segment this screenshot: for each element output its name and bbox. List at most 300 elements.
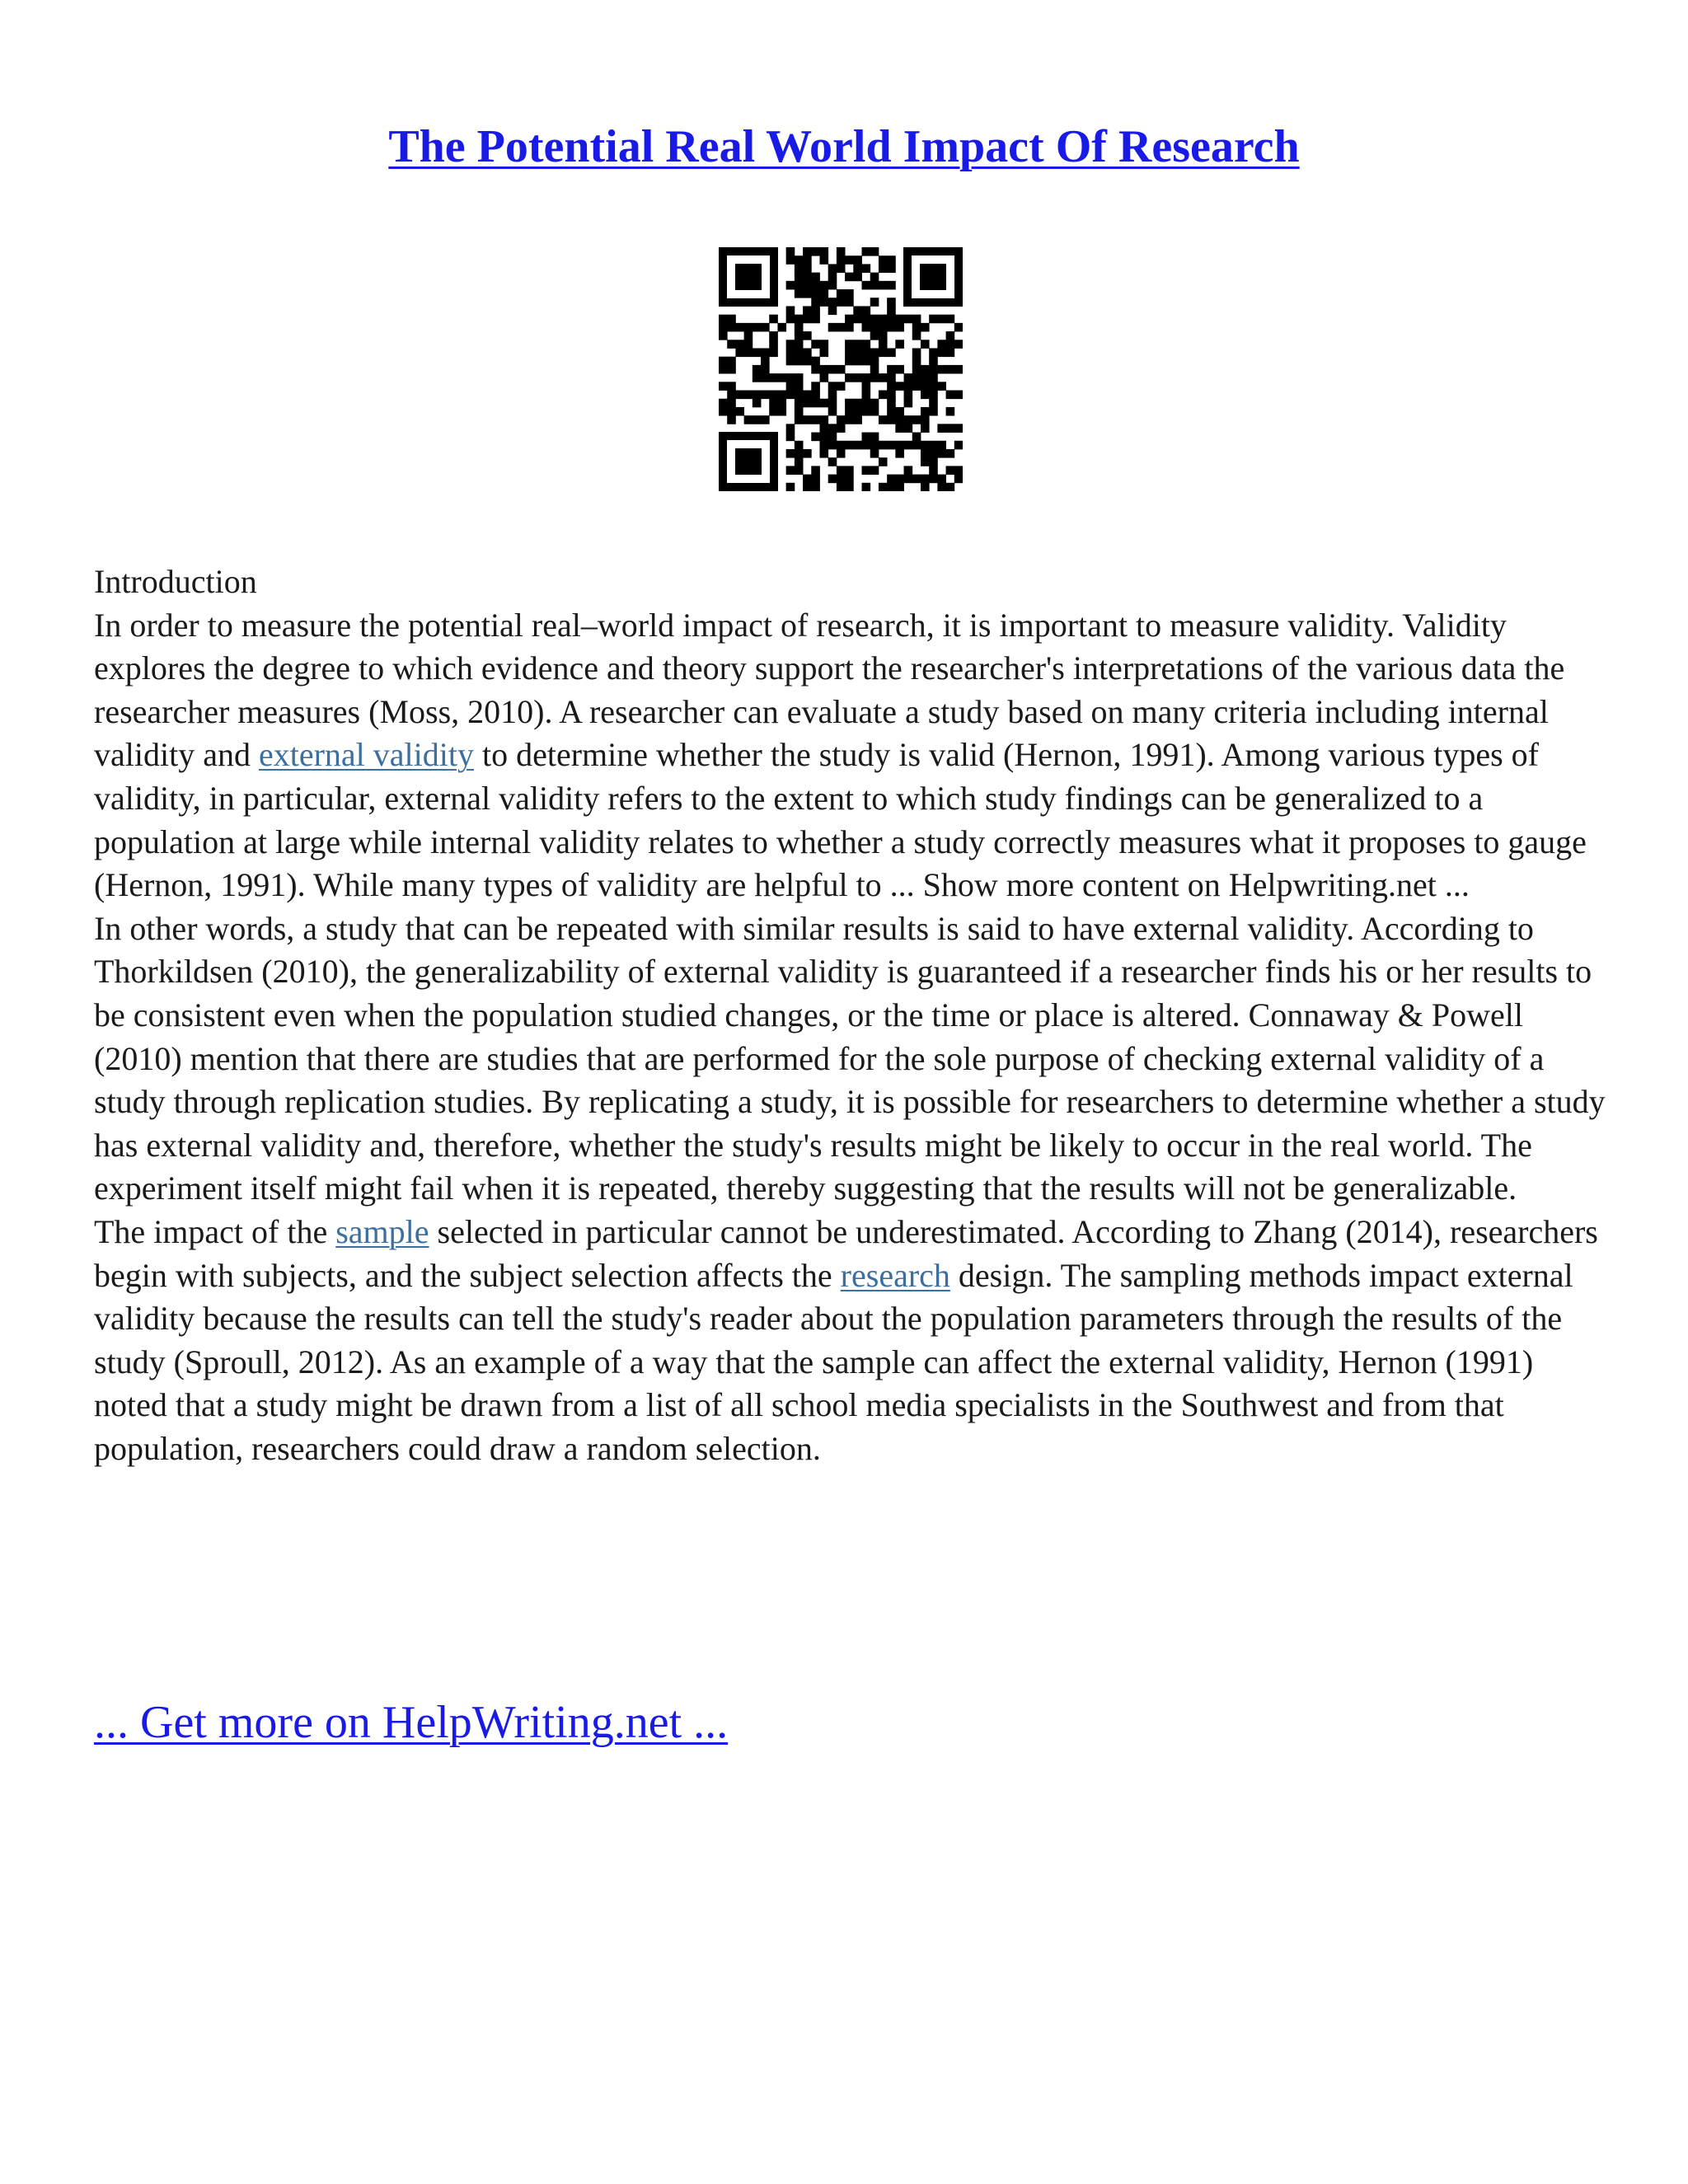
qr-module bbox=[811, 298, 820, 307]
qr-module bbox=[828, 424, 837, 433]
qr-module bbox=[837, 424, 846, 433]
qr-module bbox=[921, 373, 930, 382]
qr-module bbox=[870, 441, 879, 450]
qr-module bbox=[946, 483, 955, 491]
qr-module bbox=[870, 433, 879, 442]
qr-module bbox=[744, 391, 753, 400]
qr-module bbox=[853, 340, 862, 349]
qr-module bbox=[853, 264, 862, 273]
qr-module bbox=[819, 365, 828, 374]
qr-module bbox=[879, 323, 888, 332]
qr-module bbox=[753, 348, 762, 357]
qr-module bbox=[795, 441, 804, 450]
qr-module bbox=[753, 373, 762, 382]
qr-module bbox=[937, 449, 946, 458]
qr-module bbox=[937, 365, 946, 374]
qr-module bbox=[895, 483, 904, 491]
qr-module bbox=[879, 264, 888, 273]
qr-module bbox=[937, 348, 946, 357]
qr-module bbox=[727, 365, 736, 374]
qr-module bbox=[803, 264, 812, 273]
qr-module bbox=[853, 441, 862, 450]
qr-module bbox=[853, 348, 862, 357]
qr-module bbox=[727, 323, 736, 332]
qr-module bbox=[795, 449, 804, 458]
qr-module bbox=[777, 323, 786, 332]
qr-module bbox=[727, 407, 736, 416]
paragraph-text: In other words, a study that can be repeated with similar results is said to have external validity. According to Thorkildsen (2010), the generalizability of external validity is guaranteed if a researcher finds his or her results to be consistent even when the population studied changes, or the time or place is altered. Connaway & Powell (2010) mention that there are studies that are performed for the sole purpose of checking external validity of a study through replication studies. By replicating a study, it is possible for researchers to determine whether a study has external validity and, therefore, whether the study's results might be likely to occur in the real world. The experiment itself might fail when it is repeated, thereby suggesting that the results will not be generalizable. bbox=[94, 909, 1606, 1207]
qr-module bbox=[795, 373, 804, 382]
qr-module bbox=[929, 373, 938, 382]
qr-module bbox=[795, 457, 804, 466]
qr-module bbox=[819, 424, 828, 433]
qr-module bbox=[777, 407, 786, 416]
qr-module bbox=[946, 365, 955, 374]
qr-module bbox=[904, 424, 913, 433]
qr-module bbox=[786, 449, 795, 458]
qr-module bbox=[837, 466, 846, 475]
qr-module bbox=[819, 449, 828, 458]
qr-module bbox=[828, 457, 837, 466]
qr-module bbox=[870, 365, 879, 374]
qr-module bbox=[727, 357, 736, 366]
qr-module bbox=[811, 247, 820, 256]
qr-module bbox=[786, 348, 795, 357]
qr-module bbox=[761, 323, 770, 332]
qr-module bbox=[870, 323, 879, 332]
qr-module bbox=[819, 289, 828, 298]
qr-module bbox=[929, 315, 938, 324]
qr-module bbox=[744, 323, 753, 332]
qr-module bbox=[819, 340, 828, 349]
qr-module bbox=[803, 399, 812, 408]
paragraph-3 bbox=[94, 1211, 1611, 1471]
qr-module bbox=[811, 433, 820, 442]
qr-module bbox=[921, 365, 930, 374]
qr-module bbox=[929, 348, 938, 357]
qr-module bbox=[727, 315, 736, 324]
qr-module bbox=[937, 340, 946, 349]
qr-module bbox=[837, 264, 846, 273]
qr-module bbox=[795, 399, 804, 408]
qr-module bbox=[811, 365, 820, 374]
qr-module bbox=[803, 483, 812, 491]
qr-module bbox=[777, 391, 786, 400]
qr-module bbox=[819, 399, 828, 408]
qr-code-icon bbox=[719, 247, 963, 491]
qr-module bbox=[904, 466, 913, 475]
qr-module bbox=[727, 382, 736, 391]
qr-module bbox=[862, 391, 871, 400]
title-link[interactable]: The Potential Real World Impact Of Research bbox=[388, 121, 1300, 172]
qr-module bbox=[929, 466, 938, 475]
qr-module bbox=[845, 483, 854, 491]
qr-module bbox=[946, 424, 955, 433]
qr-module bbox=[904, 315, 913, 324]
qr-module bbox=[929, 407, 938, 416]
qr-module bbox=[870, 348, 879, 357]
qr-module bbox=[811, 466, 820, 475]
qr-module bbox=[753, 399, 762, 408]
qr-module bbox=[786, 247, 795, 256]
qr-module bbox=[786, 391, 795, 400]
qr-module bbox=[828, 441, 837, 450]
qr-module bbox=[879, 348, 888, 357]
qr-module bbox=[921, 340, 930, 349]
qr-module bbox=[811, 399, 820, 408]
qr-module bbox=[803, 415, 812, 424]
qr-module bbox=[795, 281, 804, 290]
qr-module bbox=[828, 298, 837, 307]
qr-module bbox=[887, 298, 896, 307]
qr-module bbox=[845, 466, 854, 475]
qr-module bbox=[912, 475, 921, 484]
qr-module bbox=[879, 483, 888, 491]
qr-module bbox=[921, 407, 930, 416]
qr-module bbox=[904, 441, 913, 450]
qr-module bbox=[904, 475, 913, 484]
qr-module bbox=[946, 340, 955, 349]
qr-module bbox=[921, 457, 930, 466]
qr-module bbox=[811, 391, 820, 400]
qr-module bbox=[870, 315, 879, 324]
qr-module bbox=[862, 315, 871, 324]
qr-module bbox=[929, 365, 938, 374]
qr-module bbox=[862, 373, 871, 382]
qr-module bbox=[937, 424, 946, 433]
qr-module bbox=[912, 415, 921, 424]
qr-module bbox=[744, 331, 753, 340]
qr-module bbox=[803, 315, 812, 324]
qr-module bbox=[870, 281, 879, 290]
qr-module bbox=[719, 315, 728, 324]
qr-module bbox=[811, 273, 820, 282]
qr-module bbox=[887, 415, 896, 424]
qr-module bbox=[929, 391, 938, 400]
qr-module bbox=[753, 323, 762, 332]
article-body bbox=[94, 560, 1611, 1470]
get-more-link[interactable]: ... Get more on HelpWriting.net ... bbox=[94, 1697, 729, 1748]
qr-module bbox=[921, 424, 930, 433]
qr-module bbox=[761, 357, 770, 366]
qr-module bbox=[887, 255, 896, 265]
paragraph-text: In order to measure the potential real–world impact of research, it is important to measure validity. Validity explores the degree to which evidence and theory support the researcher's interpretations of the various data the researcher measures (Moss, 2010). A researcher can evaluate a study based on many criteria including internal validity and bbox=[94, 606, 1565, 774]
qr-module bbox=[837, 247, 846, 256]
qr-module bbox=[895, 475, 904, 484]
qr-module bbox=[803, 475, 812, 484]
qr-module bbox=[853, 273, 862, 282]
qr-module bbox=[887, 382, 896, 391]
qr-module bbox=[803, 289, 812, 298]
qr-module bbox=[887, 475, 896, 484]
qr-module bbox=[845, 357, 854, 366]
qr-module bbox=[735, 391, 744, 400]
qr-module bbox=[786, 340, 795, 349]
qr-module bbox=[921, 475, 930, 484]
qr-module bbox=[879, 441, 888, 450]
qr-module bbox=[811, 306, 820, 315]
qr-module bbox=[811, 289, 820, 298]
qr-module bbox=[845, 399, 854, 408]
qr-module bbox=[862, 466, 871, 475]
qr-module bbox=[786, 255, 795, 265]
qr-module bbox=[845, 348, 854, 357]
qr-module bbox=[803, 449, 812, 458]
qr-module bbox=[853, 415, 862, 424]
qr-module bbox=[946, 348, 955, 357]
qr-module bbox=[895, 415, 904, 424]
qr-module bbox=[937, 382, 946, 391]
qr-module bbox=[921, 449, 930, 458]
qr-module bbox=[719, 399, 728, 408]
qr-module bbox=[921, 323, 930, 332]
qr-module bbox=[870, 331, 879, 340]
qr-module bbox=[887, 264, 896, 273]
qr-module bbox=[954, 323, 963, 332]
qr-module bbox=[828, 281, 837, 290]
qr-module bbox=[895, 449, 904, 458]
qr-module bbox=[761, 415, 770, 424]
qr-module bbox=[819, 255, 828, 265]
qr-module bbox=[845, 315, 854, 324]
qr-module bbox=[954, 340, 963, 349]
qr-module bbox=[929, 357, 938, 366]
qr-module bbox=[803, 247, 812, 256]
qr-module bbox=[887, 391, 896, 400]
qr-module bbox=[937, 441, 946, 450]
qr-module bbox=[921, 441, 930, 450]
qr-module bbox=[795, 289, 804, 298]
paragraph-2 bbox=[94, 907, 1611, 1211]
external-validity-link[interactable]: external validity bbox=[258, 736, 474, 774]
qr-module bbox=[904, 415, 913, 424]
qr-module bbox=[786, 315, 795, 324]
qr-module bbox=[929, 399, 938, 408]
qr-module bbox=[887, 315, 896, 324]
intro-heading: Introduction bbox=[94, 563, 257, 600]
qr-module bbox=[819, 348, 828, 357]
qr-module bbox=[912, 331, 921, 340]
qr-module bbox=[887, 323, 896, 332]
qr-module bbox=[853, 315, 862, 324]
qr-module bbox=[795, 407, 804, 416]
qr-module bbox=[870, 466, 879, 475]
qr-module bbox=[777, 399, 786, 408]
qr-module bbox=[862, 247, 871, 256]
qr-module bbox=[795, 466, 804, 475]
qr-module bbox=[819, 247, 828, 256]
qr-module bbox=[887, 306, 896, 315]
qr-module bbox=[845, 273, 854, 282]
qr-module bbox=[786, 357, 795, 366]
qr-module bbox=[719, 382, 728, 391]
qr-module bbox=[862, 340, 871, 349]
qr-module bbox=[761, 365, 770, 374]
qr-module bbox=[921, 483, 930, 491]
qr-module bbox=[769, 331, 778, 340]
qr-module bbox=[769, 407, 778, 416]
sample-link[interactable]: sample bbox=[335, 1212, 429, 1250]
qr-module bbox=[845, 255, 854, 265]
qr-module bbox=[862, 264, 871, 273]
qr-module bbox=[937, 475, 946, 484]
qr-module bbox=[870, 357, 879, 366]
qr-module bbox=[837, 255, 846, 265]
qr-module bbox=[819, 373, 828, 382]
qr-module bbox=[921, 415, 930, 424]
qr-module bbox=[946, 466, 955, 475]
qr-module bbox=[862, 348, 871, 357]
qr-module bbox=[744, 415, 753, 424]
qr-module bbox=[929, 441, 938, 450]
qr-module bbox=[837, 415, 846, 424]
qr-module bbox=[904, 373, 913, 382]
qr-module bbox=[862, 281, 871, 290]
qr-module bbox=[803, 273, 812, 282]
qr-code-graphic bbox=[719, 247, 963, 491]
qr-module bbox=[862, 399, 871, 408]
qr-module bbox=[887, 373, 896, 382]
qr-module bbox=[853, 399, 862, 408]
qr-module bbox=[819, 441, 828, 450]
qr-module bbox=[862, 407, 871, 416]
qr-module bbox=[946, 315, 955, 324]
qr-module bbox=[862, 357, 871, 366]
qr-module bbox=[795, 340, 804, 349]
qr-module bbox=[921, 391, 930, 400]
qr-module bbox=[828, 391, 837, 400]
qr-module bbox=[727, 399, 736, 408]
qr-module bbox=[853, 407, 862, 416]
qr-module bbox=[937, 483, 946, 491]
qr-module bbox=[786, 306, 795, 315]
qr-module bbox=[795, 315, 804, 324]
qr-module bbox=[719, 407, 728, 416]
qr-module bbox=[828, 382, 837, 391]
qr-module bbox=[795, 273, 804, 282]
qr-module bbox=[744, 348, 753, 357]
paragraph-text: selected in particular cannot be underestimated. According to Zhang (2014), researchers begin with subjects, and the subject selection affects the bbox=[94, 1212, 1598, 1294]
qr-module bbox=[769, 315, 778, 324]
qr-module bbox=[828, 399, 837, 408]
qr-module bbox=[727, 415, 736, 424]
qr-module bbox=[912, 441, 921, 450]
qr-module bbox=[837, 298, 846, 307]
qr-module bbox=[795, 331, 804, 340]
qr-module bbox=[862, 483, 871, 491]
qr-module bbox=[811, 483, 820, 491]
qr-module bbox=[879, 331, 888, 340]
qr-module bbox=[879, 391, 888, 400]
qr-module bbox=[719, 323, 728, 332]
qr-module bbox=[887, 483, 896, 491]
qr-module bbox=[786, 424, 795, 433]
qr-module bbox=[786, 373, 795, 382]
qr-module bbox=[887, 399, 896, 408]
qr-module bbox=[904, 391, 913, 400]
qr-module bbox=[845, 415, 854, 424]
qr-module bbox=[929, 457, 938, 466]
qr-module bbox=[946, 331, 955, 340]
qr-module bbox=[870, 399, 879, 408]
qr-module bbox=[735, 323, 744, 332]
qr-module bbox=[753, 365, 762, 374]
qr-module bbox=[735, 348, 744, 357]
qr-module bbox=[954, 441, 963, 450]
qr-module bbox=[761, 391, 770, 400]
qr-module bbox=[811, 281, 820, 290]
qr-module bbox=[853, 357, 862, 366]
qr-module bbox=[870, 273, 879, 282]
qr-module bbox=[803, 306, 812, 315]
qr-module bbox=[912, 315, 921, 324]
qr-module bbox=[862, 306, 871, 315]
qr-module bbox=[879, 373, 888, 382]
qr-module bbox=[795, 348, 804, 357]
qr-module bbox=[803, 255, 812, 265]
qr-module bbox=[803, 391, 812, 400]
qr-module bbox=[895, 424, 904, 433]
qr-module bbox=[921, 382, 930, 391]
qr-module bbox=[887, 441, 896, 450]
qr-module bbox=[853, 373, 862, 382]
qr-module bbox=[954, 424, 963, 433]
qr-module bbox=[828, 273, 837, 282]
qr-module bbox=[946, 449, 955, 458]
qr-module bbox=[828, 323, 837, 332]
paragraph-text: The impact of the bbox=[94, 1212, 336, 1250]
qr-module bbox=[819, 281, 828, 290]
qr-module bbox=[786, 281, 795, 290]
qr-module bbox=[912, 357, 921, 366]
get-more-container bbox=[94, 1690, 728, 1755]
qr-module bbox=[895, 340, 904, 349]
qr-module bbox=[879, 340, 888, 349]
qr-module bbox=[837, 323, 846, 332]
qr-module bbox=[954, 466, 963, 475]
qr-module bbox=[870, 407, 879, 416]
qr-module bbox=[735, 340, 744, 349]
qr-module bbox=[828, 475, 837, 484]
qr-module bbox=[887, 348, 896, 357]
qr-module bbox=[853, 306, 862, 315]
qr-module bbox=[795, 357, 804, 366]
qr-module bbox=[828, 264, 837, 273]
qr-module bbox=[887, 365, 896, 374]
qr-module bbox=[954, 391, 963, 400]
qr-module bbox=[929, 382, 938, 391]
qr-module bbox=[803, 331, 812, 340]
qr-module bbox=[727, 391, 736, 400]
qr-module bbox=[853, 255, 862, 265]
qr-module bbox=[862, 433, 871, 442]
qr-module bbox=[769, 391, 778, 400]
qr-module bbox=[912, 365, 921, 374]
qr-module bbox=[845, 323, 854, 332]
qr-module bbox=[845, 407, 854, 416]
qr-module bbox=[879, 281, 888, 290]
qr-module bbox=[811, 415, 820, 424]
page-title bbox=[0, 114, 1688, 180]
qr-module bbox=[837, 365, 846, 374]
qr-module bbox=[761, 373, 770, 382]
qr-module bbox=[777, 373, 786, 382]
qr-module bbox=[870, 449, 879, 458]
qr-module bbox=[937, 315, 946, 324]
qr-module bbox=[837, 449, 846, 458]
qr-module bbox=[887, 407, 896, 416]
research-link[interactable]: research bbox=[840, 1256, 950, 1294]
